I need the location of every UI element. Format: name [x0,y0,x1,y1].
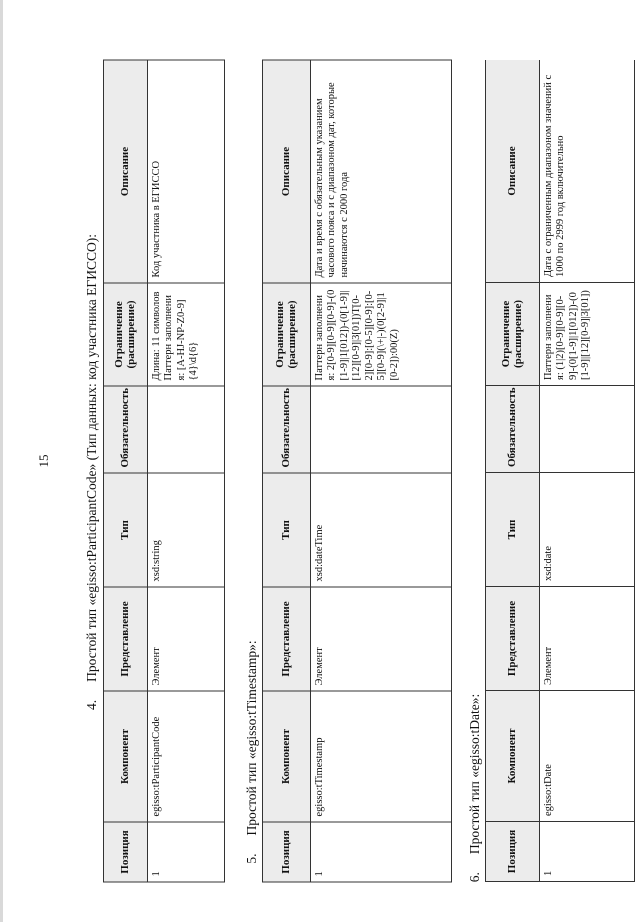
col-header-restriction: Ограничение (расширение) [486,283,540,386]
col-header-description: Описание [486,60,540,283]
col-header-representation: Представление [104,587,148,691]
page-edge [0,0,3,922]
section-6-table-wrap [485,60,640,882]
col-header-required: Обязательность [104,386,148,473]
cell-position: 1 [310,822,451,882]
col-header-required: Обязательность [263,386,311,473]
cell-required [310,386,451,473]
table-row [539,60,634,882]
cell-restriction: Паттерн заполнения: (1|2)[0-9][0-9][0-9]-(0[1-9]|1[012])-(0[1-9]|[12][0-9]|3[01]) [539,283,634,386]
cell-component: egisso:tDate [539,691,634,822]
col-header-description: Описание [263,60,311,283]
col-header-component: Компонент [104,691,148,822]
section-6-number: 6. [467,872,482,883]
cell-position: 1 [147,822,225,882]
section-6-table [485,60,635,882]
section-4-title: Простой тип «egisso:tParticipantCode» (Тип данных: код участника ЕГИССО): [84,234,99,682]
col-header-component: Компонент [486,691,540,822]
cell-type: xsd:date [539,473,634,587]
section-4-number: 4. [84,699,99,710]
cell-component: egisso:tParticipantCode [147,691,225,822]
cell-required [147,386,225,473]
cell-type: xsd:dateTime [310,473,451,587]
cell-restriction: Длина: 11 символов Паттерн заполнения: [A-HJ-NP-Z0-9]{4}\d{6} [147,283,225,386]
cell-representation: Элемент [539,587,634,691]
section-6-heading [467,694,483,882]
col-header-position: Позиция [104,822,148,882]
cell-type: xsd:string [147,473,225,587]
cell-description: Код участника в ЕГИССО [147,60,225,283]
col-header-position: Позиция [486,822,540,882]
cell-representation: Элемент [310,587,451,691]
section-6-title: Простой тип «egisso:tDate»: [467,693,482,855]
section-5-number: 5. [244,853,259,864]
table-row [310,60,451,882]
section-5-title: Простой тип «egisso:tTimestamp»: [244,640,259,836]
col-header-type: Тип [263,473,311,587]
section-4-table [103,60,225,883]
cell-required [539,386,634,473]
section-4-table-wrap [103,60,225,882]
col-header-required: Обязательность [486,386,540,473]
col-header-description: Описание [104,60,148,283]
cell-restriction: Паттерн заполнения: 2[0-9][0-9][0-9]-(0[1-9]|1[012])-(0[1-9]|[12][0-9]|3[01])T[0-2][0-9]:[0-5][0-9]:[0-5][0-9](\+|-)(0[2-9]|1[0-2]):00(Z) [310,283,451,386]
page-number: 15 [36,454,51,468]
col-header-restriction: Ограничение (расширение) [104,283,148,386]
section-5-heading [244,640,260,863]
col-header-type: Тип [104,473,148,587]
cell-position: 1 [539,822,634,882]
cell-description: Дата с ограниченным диапазоном значений с 1000 по 2999 год включительно [539,60,634,283]
table-header-row [263,60,311,882]
col-header-restriction: Ограничение (расширение) [263,283,311,386]
cell-representation: Элемент [147,587,225,691]
table-header-row [104,60,148,882]
cell-component: egisso:tTimestamp [310,691,451,822]
table-header-row [486,60,540,882]
cell-description: Дата и время с обязательным указанием часового пояса и с диапазоном дат, которые начинаются с 2000 года [310,60,451,283]
section-5-table [262,60,452,883]
section-5-table-wrap [262,60,452,882]
col-header-position: Позиция [263,822,311,882]
section-4-heading [84,234,100,710]
col-header-representation: Представление [263,587,311,691]
table-row [147,60,225,882]
col-header-type: Тип [486,473,540,587]
col-header-component: Компонент [263,691,311,822]
col-header-representation: Представление [486,587,540,691]
